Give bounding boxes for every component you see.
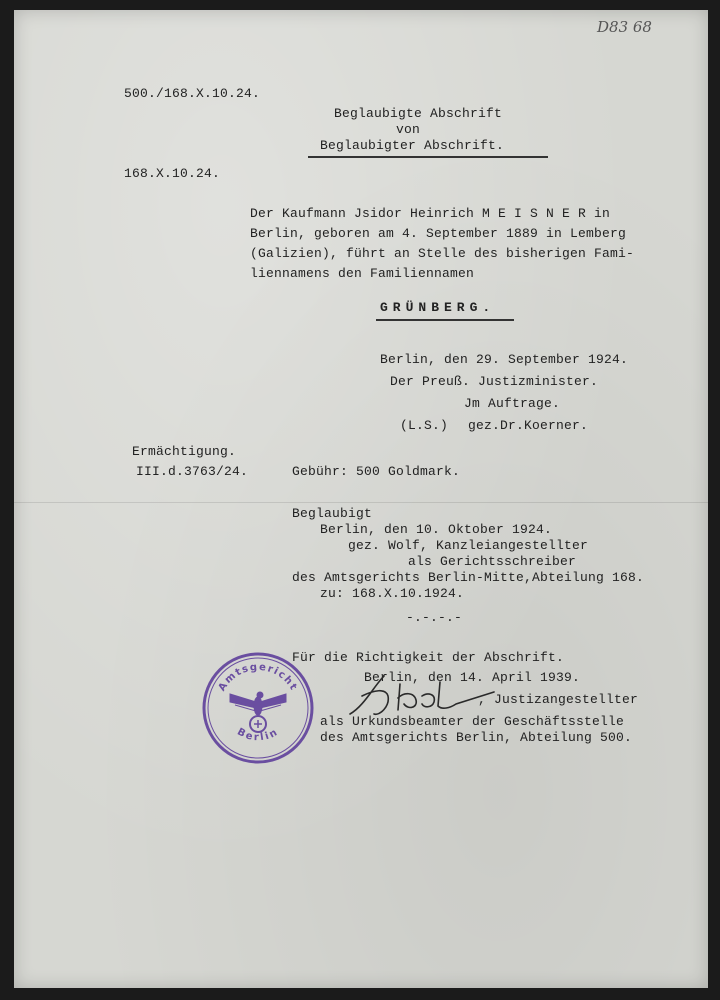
body-line-3: (Galizien), führt an Stelle des bisherigen Fami- [250, 246, 635, 261]
final-line-5: des Amtsgerichts Berlin, Abteilung 500. [320, 730, 633, 745]
decision-authority: Der Preuß. Justizminister. [390, 374, 599, 389]
body-line-2: Berlin, geboren am 4. September 1889 in Lemberg [250, 226, 627, 241]
archive-mark: D83 68 [597, 18, 652, 36]
cert-line-2: Berlin, den 10. Oktober 1924. [320, 522, 553, 537]
decision-signed: gez.Dr.Koerner. [468, 418, 589, 433]
final-line-1: Für die Richtigkeit der Abschrift. [292, 650, 565, 665]
seal-mark: (L.S.) [400, 418, 449, 433]
signature [344, 666, 504, 726]
final-line-3: , Justizangestellter [478, 692, 639, 707]
official-stamp [200, 650, 316, 766]
cert-line-4: als Gerichtsschreiber [408, 554, 577, 569]
authorization-label: Ermächtigung. [132, 444, 237, 459]
separator: -.-.-.- [406, 610, 463, 625]
title-line-2: von [396, 122, 421, 137]
final-line-4: als Urkundsbeamter der Geschäftsstelle [320, 714, 625, 729]
decision-on-behalf: Jm Auftrage. [464, 396, 561, 411]
authorization-reference: III.d.3763/24. [136, 464, 249, 479]
cert-line-1: Beglaubigt [292, 506, 373, 521]
final-line-2: Berlin, den 14. April 1939. [364, 670, 581, 685]
cert-line-5: des Amtsgerichts Berlin-Mitte,Abteilung 168. [292, 570, 645, 585]
sub-reference: 168.X.10.24. [124, 166, 221, 181]
document-page [14, 10, 708, 988]
title-underline [308, 156, 548, 158]
body-line-4: liennamens den Familiennamen [250, 266, 475, 281]
cert-line-6: zu: 168.X.10.1924. [320, 586, 465, 601]
stamp-top-text: Amtsgericht [216, 661, 300, 694]
stamp-bottom-text: Berlin [235, 726, 281, 744]
decision-place-date: Berlin, den 29. September 1924. [380, 352, 629, 367]
name-underline [376, 319, 514, 321]
eagle-emblem-icon [230, 692, 286, 732]
title-line-1: Beglaubigte Abschrift [334, 106, 503, 121]
fee: Gebühr: 500 Goldmark. [292, 464, 461, 479]
body-line-1: Der Kaufmann Jsidor Heinrich M E I S N E R in [250, 206, 611, 221]
new-family-name: GRÜNBERG. [380, 300, 496, 315]
fold-line [14, 502, 708, 503]
title-line-3: Beglaubigter Abschrift. [320, 138, 505, 153]
cert-line-3: gez. Wolf, Kanzleiangestellter [348, 538, 589, 553]
file-reference: 500./168.X.10.24. [124, 86, 261, 101]
